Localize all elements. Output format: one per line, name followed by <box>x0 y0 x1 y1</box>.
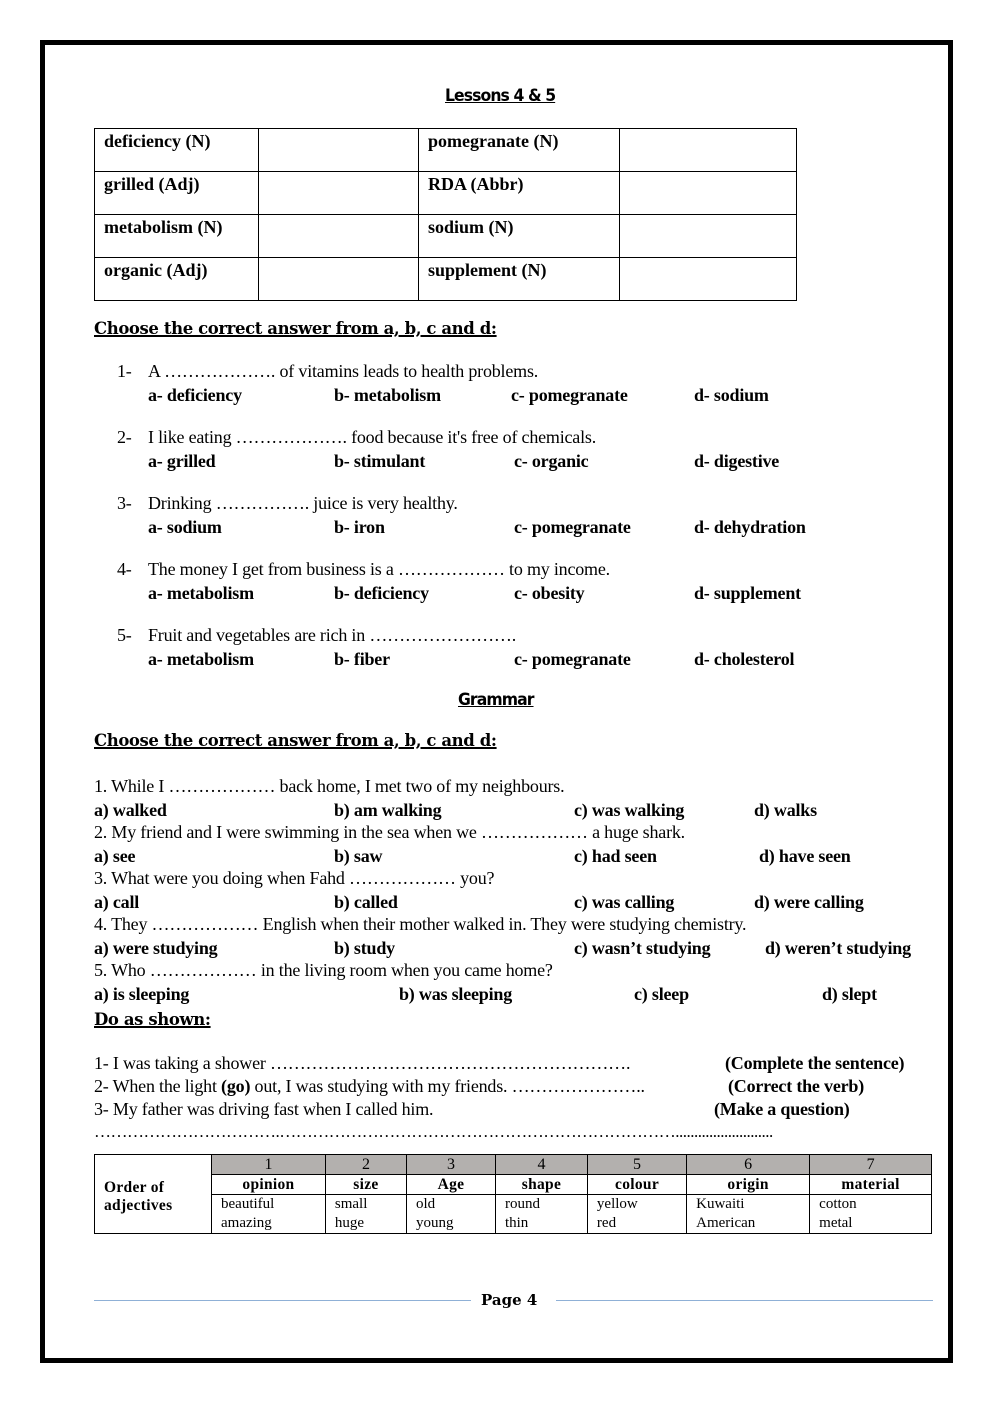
adjectives-order-table <box>94 1154 932 1234</box>
question-text: 4. They ……………… English when their mother walked in. They were studying chemistry. <box>94 914 747 934</box>
answer-line[interactable]: …………………………….……………………………………………………………….......................... <box>94 1122 773 1141</box>
option-b[interactable]: b) saw <box>334 846 383 866</box>
table-row <box>95 1155 932 1175</box>
option-d[interactable]: d) have seen <box>759 846 851 866</box>
question-text: The money I get from business is a ……………… to my income. <box>148 559 610 579</box>
column-number: 1 <box>212 1155 326 1175</box>
grammar-section-heading: Choose the correct answer from a, b, c and d: <box>94 731 497 750</box>
vocab-word: organic (Adj) <box>95 258 259 301</box>
option-c[interactable]: c- pomegranate <box>511 385 628 405</box>
example: huge <box>334 1215 365 1231</box>
example: young <box>415 1215 454 1231</box>
option-b[interactable]: b- fiber <box>334 649 390 669</box>
column-examples <box>325 1195 406 1234</box>
vocab-answer-cell[interactable] <box>259 215 419 258</box>
column-number: 3 <box>406 1155 495 1175</box>
column-category: size <box>325 1175 406 1195</box>
option-a[interactable]: a) call <box>94 892 140 912</box>
question-number: 5- <box>117 625 132 645</box>
option-d[interactable]: d- digestive <box>694 451 780 471</box>
option-c[interactable]: c- obesity <box>514 583 585 603</box>
option-b[interactable]: b- iron <box>334 517 385 537</box>
option-a[interactable]: a) were studying <box>94 938 218 958</box>
footer-divider-right <box>556 1300 933 1301</box>
table-row <box>95 1195 932 1234</box>
vocab-word: metabolism (N) <box>95 215 259 258</box>
example: metal <box>819 1215 853 1231</box>
column-number: 4 <box>495 1155 587 1175</box>
column-category: opinion <box>212 1175 326 1195</box>
item-verb: (go) <box>221 1076 251 1096</box>
table-label <box>95 1155 212 1234</box>
column-number: 5 <box>587 1155 686 1175</box>
question-number: 2- <box>117 427 132 447</box>
option-b[interactable]: b) was sleeping <box>399 984 513 1004</box>
question-text: 5. Who ……………… in the living room when you came home? <box>94 960 553 980</box>
column-category: Age <box>406 1175 495 1195</box>
question-number: 3- <box>117 493 132 513</box>
option-d[interactable]: d) were calling <box>754 892 864 912</box>
item-instruction: (Make a question) <box>714 1099 850 1119</box>
option-d[interactable]: d- supplement <box>694 583 801 603</box>
question-text: Drinking ……………. juice is very healthy. <box>148 493 458 513</box>
item-text: 3- My father was driving fast when I called him. <box>94 1099 434 1119</box>
option-c[interactable]: c) was calling <box>574 892 675 912</box>
option-a[interactable]: a- metabolism <box>148 583 254 603</box>
option-c[interactable]: c) sleep <box>634 984 689 1004</box>
column-examples <box>406 1195 495 1234</box>
example: Kuwaiti <box>696 1196 745 1212</box>
column-number: 2 <box>325 1155 406 1175</box>
option-d[interactable]: d- dehydration <box>694 517 806 537</box>
option-a[interactable]: a- sodium <box>148 517 222 537</box>
table-row <box>95 258 797 301</box>
option-c[interactable]: c) had seen <box>574 846 657 866</box>
item-text <box>94 1076 645 1097</box>
option-d[interactable]: d- sodium <box>694 385 769 405</box>
footer-divider-left <box>94 1300 471 1301</box>
question-text: A ………………. of vitamins leads to health problems. <box>148 361 539 381</box>
example: red <box>596 1215 617 1231</box>
option-d[interactable]: d- cholesterol <box>694 649 795 669</box>
table-row <box>95 172 797 215</box>
vocab-answer-cell[interactable] <box>259 172 419 215</box>
column-number: 7 <box>810 1155 932 1175</box>
vocab-answer-cell[interactable] <box>259 258 419 301</box>
column-examples <box>495 1195 587 1234</box>
vocab-answer-cell[interactable] <box>620 215 797 258</box>
vocab-word: sodium (N) <box>419 215 620 258</box>
vocab-word: grilled (Adj) <box>95 172 259 215</box>
column-category: colour <box>587 1175 686 1195</box>
example: round <box>504 1196 540 1212</box>
vocab-answer-cell[interactable] <box>259 129 419 172</box>
example: beautiful <box>221 1196 275 1212</box>
option-a[interactable]: a- grilled <box>148 451 216 471</box>
option-d[interactable]: d) weren’t studying <box>765 938 911 958</box>
option-a[interactable]: a- deficiency <box>148 385 242 405</box>
example: amazing <box>221 1215 272 1231</box>
question-text: 1. While I ……………… back home, I met two of my neighbours. <box>94 776 565 796</box>
option-b[interactable]: b) am walking <box>334 800 442 820</box>
question-number: 4- <box>117 559 132 579</box>
question-text: I like eating ………………. food because it's free of chemicals. <box>148 427 596 447</box>
item-instruction: (Complete the sentence) <box>725 1053 905 1073</box>
item-text-post: out, I was studying with my friends. ………………….. <box>250 1076 645 1096</box>
vocabulary-table <box>94 128 797 301</box>
table-row <box>95 215 797 258</box>
column-category: shape <box>495 1175 587 1195</box>
column-examples <box>687 1195 810 1234</box>
question-number: 1- <box>117 361 132 381</box>
label-line: adjectives <box>104 1197 173 1214</box>
vocab-word: pomegranate (N) <box>419 129 620 172</box>
question-text: 3. What were you doing when Fahd ……………… you? <box>94 868 495 888</box>
option-a[interactable]: a) walked <box>94 800 167 820</box>
column-examples <box>212 1195 326 1234</box>
column-category: material <box>810 1175 932 1195</box>
table-row <box>95 1175 932 1195</box>
vocab-word: supplement (N) <box>419 258 620 301</box>
question-text: Fruit and vegetables are rich in ……………………. <box>148 625 517 645</box>
vocab-answer-cell[interactable] <box>620 258 797 301</box>
vocab-word: RDA (Abbr) <box>419 172 620 215</box>
option-d[interactable]: d) slept <box>822 984 877 1004</box>
example: cotton <box>819 1196 857 1212</box>
page-title: Lessons 4 & 5 <box>445 86 556 106</box>
do-as-shown-heading: Do as shown: <box>94 1010 211 1029</box>
option-c[interactable]: c) was walking <box>574 800 685 820</box>
table-row <box>95 129 797 172</box>
vocab-answer-cell[interactable] <box>620 129 797 172</box>
option-b[interactable]: b- metabolism <box>334 385 441 405</box>
option-a[interactable]: a) is sleeping <box>94 984 190 1004</box>
option-b[interactable]: b) study <box>334 938 395 958</box>
item-instruction: (Correct the verb) <box>728 1076 864 1096</box>
option-a[interactable]: a- metabolism <box>148 649 254 669</box>
vocab-section-heading: Choose the correct answer from a, b, c and d: <box>94 319 497 338</box>
example: old <box>415 1196 436 1212</box>
option-c[interactable]: c- pomegranate <box>514 517 631 537</box>
item-text-pre: 2- When the light <box>94 1076 222 1096</box>
option-c[interactable]: c) wasn’t studying <box>574 938 711 958</box>
column-examples <box>810 1195 932 1234</box>
option-b[interactable]: b- stimulant <box>334 451 426 471</box>
column-number: 6 <box>687 1155 810 1175</box>
page-number: Page 4 <box>481 1291 538 1309</box>
column-examples <box>587 1195 686 1234</box>
option-c[interactable]: c- organic <box>514 451 589 471</box>
option-b[interactable]: b- deficiency <box>334 583 429 603</box>
option-b[interactable]: b) called <box>334 892 398 912</box>
example: yellow <box>596 1196 638 1212</box>
example: small <box>334 1196 368 1212</box>
vocab-answer-cell[interactable] <box>620 172 797 215</box>
item-text: 1- I was taking a shower ……………………………………………………. <box>94 1053 631 1073</box>
question-text: 2. My friend and I were swimming in the sea when we ……………… a huge shark. <box>94 822 685 842</box>
label-line: Order of <box>104 1179 165 1196</box>
vocab-word: deficiency (N) <box>95 129 259 172</box>
option-c[interactable]: c- pomegranate <box>514 649 631 669</box>
column-category: origin <box>687 1175 810 1195</box>
example: thin <box>504 1215 529 1231</box>
option-d[interactable]: d) walks <box>754 800 817 820</box>
grammar-title: Grammar <box>458 690 534 710</box>
example: American <box>696 1215 756 1231</box>
option-a[interactable]: a) see <box>94 846 136 866</box>
